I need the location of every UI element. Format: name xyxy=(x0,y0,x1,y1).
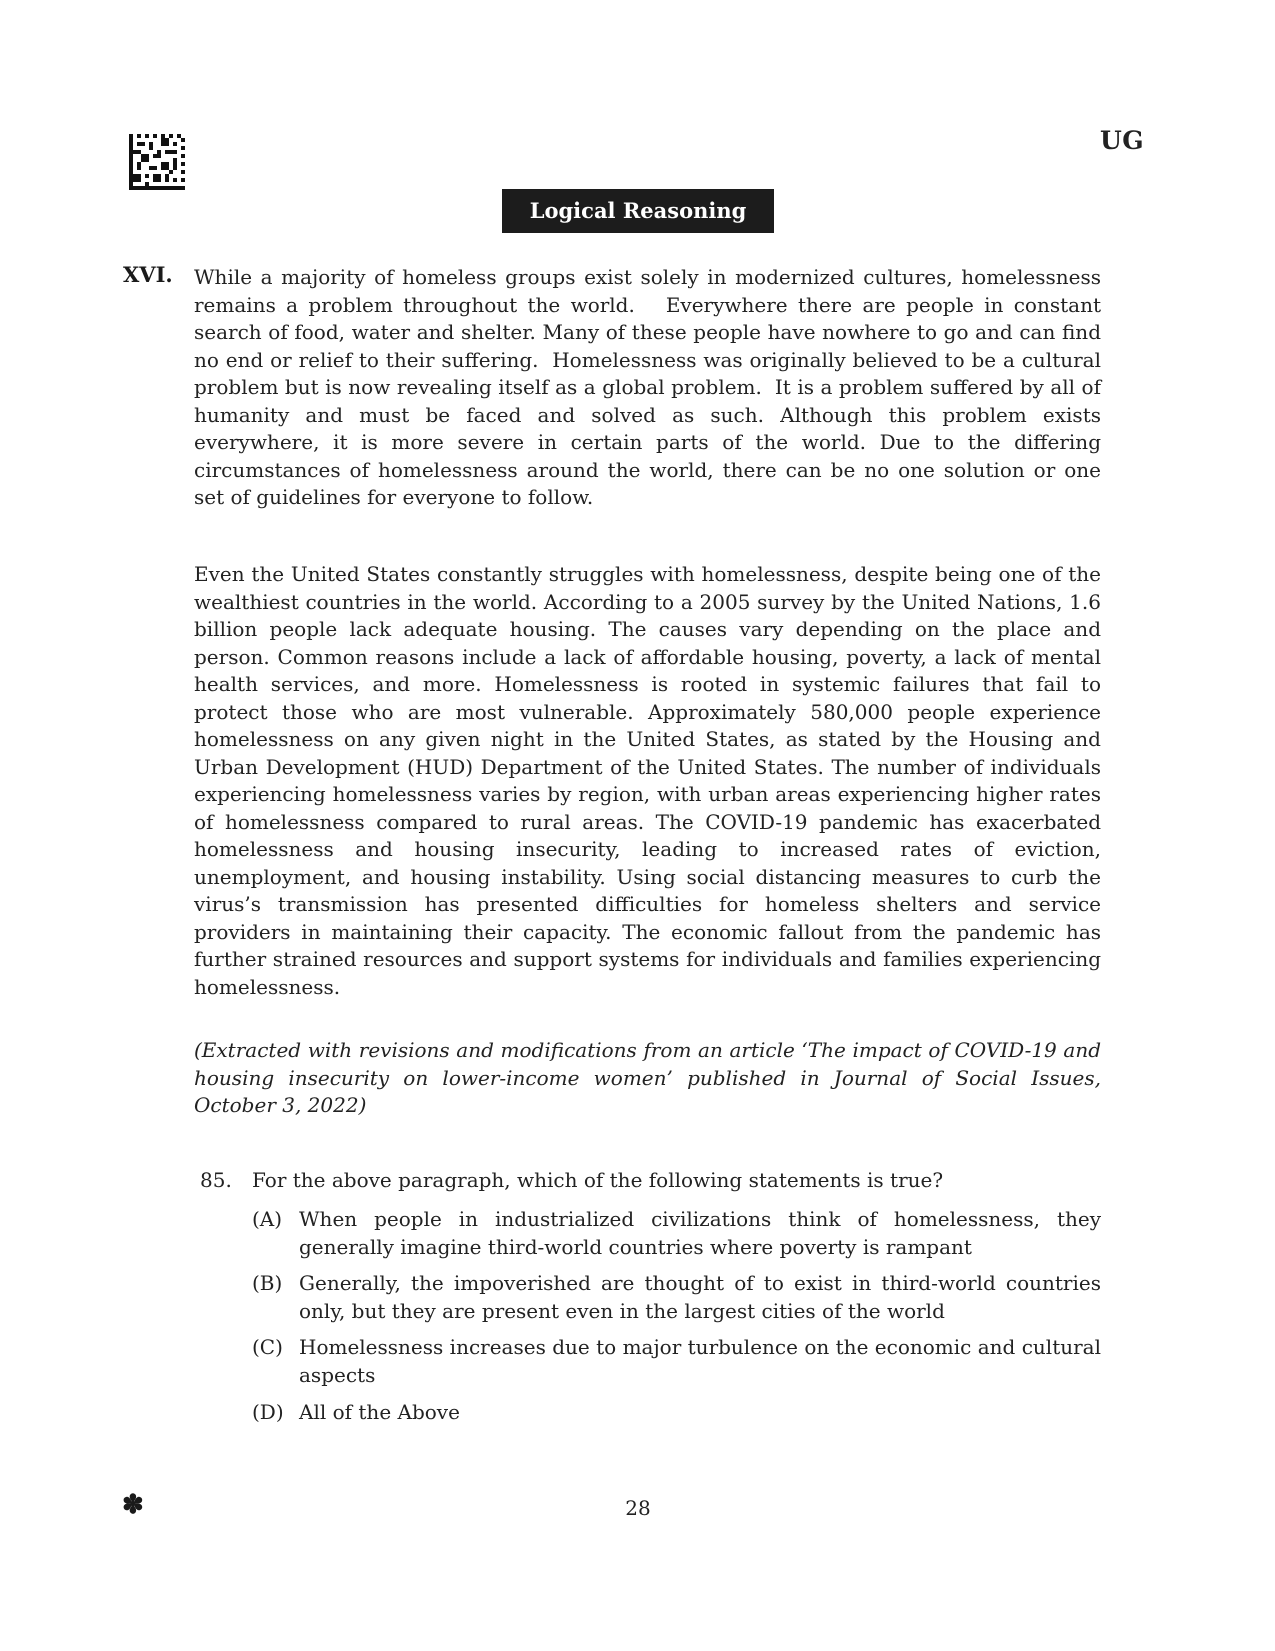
option-label: (C) xyxy=(252,1335,283,1359)
page-number: 28 xyxy=(625,1496,651,1520)
passage-source: (Extracted with revisions and modifications from an article ‘The impact of COVID-19 and housing insecurity on lower-income women’ published in Journal of Social Issues, October 3, 2022) xyxy=(194,1038,1101,1117)
passage-paragraph: Even the United States constantly struggles with homelessness, despite being one of the wealthiest countries in the world. According to a 2005 survey by the United Nations, 1.6 billion people lack adequate housing. The causes vary depending on the place and person. Common reasons include a lack of affordable housing, poverty, a lack of mental health services, and more. Homelessness is rooted in systemic failures that fail to protect those who are most vulnerable. Approximately 580,000 people experience homelessness on any given night in the United States, as stated by the Housing and Urban Development (HUD) Department of the United States. The number of individuals experiencing homelessness varies by region, with urban areas experiencing higher rates of homelessness compared to rural areas. The COVID-19 pandemic has exacerbated homelessness and housing insecurity, leading to increased rates of eviction, unemployment, and housing instability. Using social distancing measures to curb the virus’s transmission has presented difficulties for homeless shelters and service providers in maintaining their capacity. The economic fallout from the pandemic has further strained resources and support systems for individuals and families experiencing homelessness. xyxy=(194,562,1101,999)
option-text: When people in industrialized civilizations think of homelessness, they generally imagine third-world countries where poverty is rampant xyxy=(299,1207,1101,1259)
barcode-icon xyxy=(129,134,185,190)
passage-paragraph: While a majority of homeless groups exist solely in modernized cultures, homelessness remains a problem throughout the world. Everywhere there are people in constant search of food, water and shelter. Many of these people have nowhere to go and can find no end or relief to their suffering. Homelessness was originally believed to be a cultural problem but is now revealing itself as a global problem. It is a problem suffered by all of humanity and must be faced and solved as such. Although this problem exists everywhere, it is more severe in certain parts of the world. Due to the differing circumstances of homelessness around the world, there can be no one solution or one set of guidelines for everyone to follow. xyxy=(194,265,1101,509)
option-text: Homelessness increases due to major turbulence on the economic and cultural aspects xyxy=(299,1335,1101,1387)
question-stem: For the above paragraph, which of the following statements is true? xyxy=(252,1168,944,1192)
option-label: (B) xyxy=(252,1271,283,1295)
option-text: Generally, the impoverished are thought of to exist in third-world countries only, but they are present even in the largest cities of the world xyxy=(299,1271,1101,1323)
passage-number: XVI. xyxy=(123,262,173,287)
option-label: (D) xyxy=(252,1400,284,1424)
question-number: 85. xyxy=(200,1168,232,1192)
asterisk-mark: ✽ xyxy=(122,1490,144,1520)
section-title: Logical Reasoning xyxy=(502,189,774,233)
option-text: All of the Above xyxy=(299,1400,460,1424)
option-label: (A) xyxy=(252,1207,283,1231)
paper-code: UG xyxy=(1100,126,1145,155)
